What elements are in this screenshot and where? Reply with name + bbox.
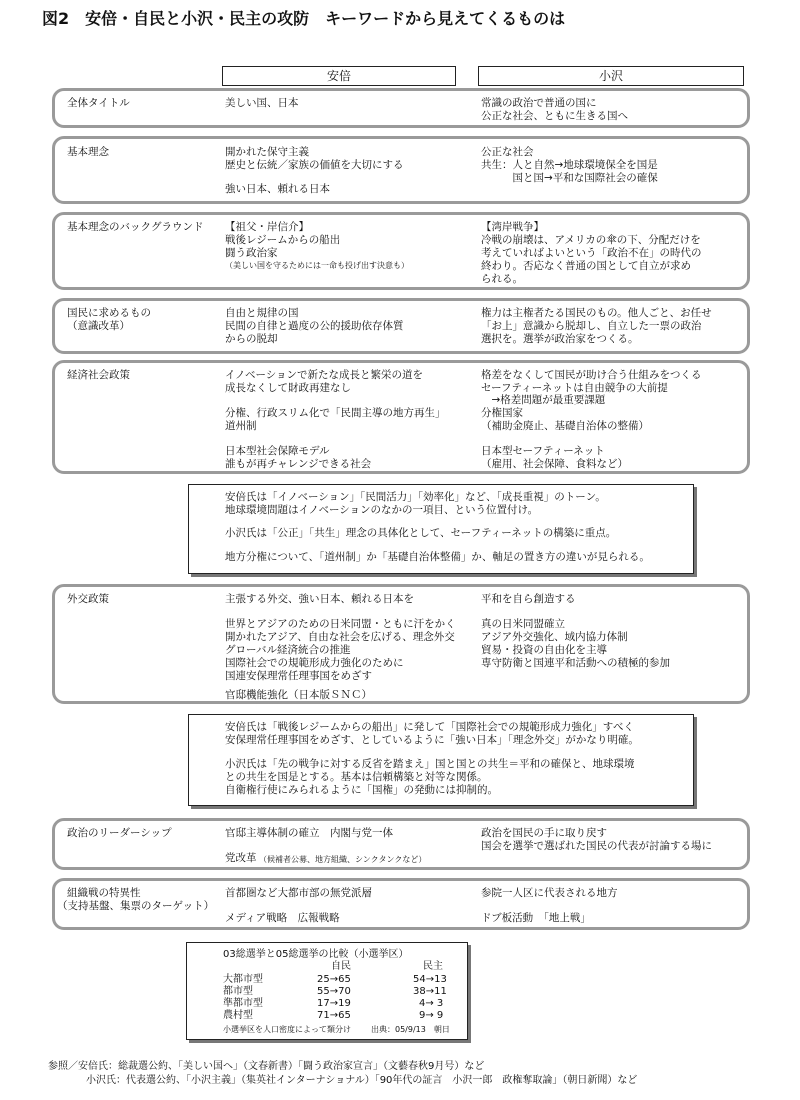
ozawa-line: ドブ板活動 「地上戦」 bbox=[481, 912, 591, 924]
commentary-box-economy bbox=[188, 484, 694, 574]
row-label-sub: （意識改革） bbox=[67, 320, 130, 332]
abe-line: 美しい国、日本 bbox=[225, 97, 299, 109]
abe-line: メディア戦略 広報戦略 bbox=[225, 912, 340, 924]
row-label: 組織戦の特異性 bbox=[67, 887, 141, 899]
ozawa-line: 専守防衛と国連平和活動への積極的参加 bbox=[481, 657, 670, 669]
ozawa-line: 冷戦の崩壊は、アメリカの傘の下、分配だけを bbox=[481, 234, 701, 246]
abe-line: グローバル経済統合の推進 bbox=[225, 644, 351, 656]
table-row-type: 大都市型 bbox=[223, 974, 263, 985]
ozawa-line: られる。 bbox=[481, 273, 523, 285]
ozawa-line: （雇用、社会保障、食料など） bbox=[481, 458, 628, 470]
abe-line: 歴史と伝統／家族の価値を大切にする bbox=[225, 159, 404, 171]
ozawa-line: 分権国家 bbox=[481, 407, 523, 419]
table-row-type: 農村型 bbox=[223, 1010, 253, 1021]
abe-line: 日本型社会保障モデル bbox=[225, 445, 330, 457]
row-organization bbox=[52, 878, 750, 930]
table-row-type: 準都市型 bbox=[223, 998, 263, 1009]
row-label: 外交政策 bbox=[67, 593, 109, 605]
abe-line: 国際社会での規範形成力強化のために bbox=[225, 657, 404, 669]
row-demand bbox=[52, 298, 750, 354]
table-cell-dpj: 38→11 bbox=[413, 986, 447, 997]
row-label: 基本理念のバックグラウンド bbox=[67, 221, 204, 233]
ozawa-line: 政治を国民の手に取り戻す bbox=[481, 827, 607, 839]
ozawa-line: 「お上」意識から脱却し、自立した一票の政治 bbox=[481, 320, 702, 332]
ozawa-line: 終わり。否応なく普通の国として自立が求め bbox=[481, 260, 691, 272]
row-label: 政治のリーダーシップ bbox=[67, 827, 172, 839]
table-title: 03総選挙と05総選挙の比較（小選挙区） bbox=[223, 949, 409, 960]
abe-line: 誰もが再チャレンジできる社会 bbox=[225, 458, 372, 470]
ozawa-line: 貿易・投資の自由化を主導 bbox=[481, 644, 607, 656]
table-source: 出典：05/9/13 朝日 bbox=[371, 1025, 450, 1034]
ozawa-line: 格差をなくして国民が助け合う仕組みをつくる bbox=[481, 369, 702, 381]
abe-line: 国連安保理常任理事国をめざす bbox=[225, 670, 372, 682]
abe-line: 自由と規律の国 bbox=[225, 307, 299, 319]
ozawa-line: （補助金廃止、基礎自治体の整備） bbox=[481, 420, 649, 432]
abe-line: 闘う政治家 bbox=[225, 247, 278, 259]
ozawa-line: 公正な社会、ともに生きる国へ bbox=[481, 110, 628, 122]
ozawa-line: 選択を。選挙が政治家をつくる。 bbox=[481, 333, 639, 345]
table-cell-ldp: 71→65 bbox=[317, 1010, 351, 1021]
ozawa-line: セーフティーネットは自由競争の大前提 bbox=[481, 382, 668, 394]
note-line: 安保理常任理事国をめざす、としているように「強い日本」「理念外交」がかなり明確。 bbox=[225, 734, 639, 746]
abe-line: 道州制 bbox=[225, 420, 257, 432]
column-header-ozawa: 小沢 bbox=[478, 66, 744, 86]
ozawa-line: 公正な社会 bbox=[481, 146, 534, 158]
ozawa-line: 国会を選挙で選ばれた国民の代表が討論する場に bbox=[481, 840, 712, 852]
note-line: 地球環境問題はイノベーションのなかの一項目、という位置付け。 bbox=[225, 504, 539, 516]
election-comparison-box bbox=[186, 942, 468, 1040]
row-foreign-policy bbox=[52, 584, 750, 704]
commentary-box-foreign bbox=[188, 714, 694, 806]
table-cell-dpj: 54→13 bbox=[413, 974, 447, 985]
references-ozawa: 小沢氏：代表選公約、「小沢主義」（集英社インターナショナル）「90年代の証言 小沢一郎 政権奪取論」（朝日新聞）など bbox=[86, 1075, 638, 1086]
row-label: 国民に求めるもの bbox=[67, 307, 151, 319]
abe-line: 【祖父・岸信介】 bbox=[225, 221, 309, 233]
table-header-ldp: 自民 bbox=[331, 961, 351, 972]
ozawa-line: 国と国→平和な国際社会の確保 bbox=[481, 172, 658, 184]
abe-line: 官邸主導体制の確立 内閣与党一体 bbox=[225, 827, 393, 839]
ozawa-line: 日本型セーフティーネット bbox=[481, 445, 605, 457]
row-label: 経済社会政策 bbox=[67, 369, 130, 381]
table-cell-dpj: 9→ 9 bbox=[419, 1010, 444, 1021]
note-line: 小沢氏は「先の戦争に対する反省を踏まえ」国と国との共生＝平和の確保と、地球環境 bbox=[225, 758, 635, 770]
column-header-abe: 安倍 bbox=[222, 66, 456, 86]
row-label: 全体タイトル bbox=[67, 97, 130, 109]
note-line: との共生を国是とする。基本は信頼構築と対等な関係。 bbox=[225, 771, 488, 783]
note-line: 地方分権について、「道州制」か「基礎自治体整備」か、軸足の置き方の違いが見られる。 bbox=[225, 551, 650, 563]
abe-line: 主張する外交、強い日本、頼れる日本を bbox=[225, 593, 414, 605]
row-background bbox=[52, 212, 750, 290]
table-row-type: 都市型 bbox=[223, 986, 253, 997]
abe-line: 戦後レジームからの船出 bbox=[225, 234, 341, 246]
table-cell-dpj: 4→ 3 bbox=[419, 998, 444, 1009]
abe-note-small: （候補者公募、地方組織、シンクタンクなど） bbox=[259, 855, 427, 864]
abe-line: 民間の自律と過度の公的援助依存体質 bbox=[225, 320, 404, 332]
abe-line: 分権、行政スリム化で「民間主導の地方再生」 bbox=[225, 407, 446, 419]
ozawa-line: 【湾岸戦争】 bbox=[481, 221, 544, 233]
ozawa-line: 考えていればよいという「政治不在」の時代の bbox=[481, 247, 702, 259]
references-abe: 参照／安倍氏：総裁選公約、「美しい国へ」（文春新書）「闘う政治家宣言」（文藝春秋9月号）など bbox=[48, 1061, 485, 1072]
abe-line: からの脱却 bbox=[225, 333, 278, 345]
table-header-dpj: 民主 bbox=[423, 961, 443, 972]
abe-line: イノベーションで新たな成長と繁栄の道を bbox=[225, 369, 424, 381]
ozawa-line: 共生：人と自然→地球環境保全を国是 bbox=[481, 159, 658, 171]
abe-line: 官邸機能強化（日本版ＳＮＣ） bbox=[225, 689, 372, 701]
row-basic-principle bbox=[52, 136, 750, 204]
abe-line: 世界とアジアのための日米同盟・ともに汗をかく bbox=[225, 618, 456, 630]
ozawa-line: →格差問題が最重要課題 bbox=[481, 394, 606, 406]
table-cell-ldp: 55→70 bbox=[317, 986, 351, 997]
ozawa-line: 平和を自ら創造する bbox=[481, 593, 576, 605]
table-cell-ldp: 25→65 bbox=[317, 974, 351, 985]
table-footnote: 小選挙区を人口密度によって類分け bbox=[223, 1025, 351, 1034]
note-line: 小沢氏は「公正」「共生」理念の具体化として、セーフティーネットの構築に重点。 bbox=[225, 527, 617, 539]
abe-note-small: （美しい国を守るためには一命も投げ出す決意も） bbox=[225, 261, 409, 270]
abe-line: 党改革 bbox=[225, 852, 257, 864]
abe-line: 開かれた保守主義 bbox=[225, 146, 309, 158]
ozawa-line: 参院一人区に代表される地方 bbox=[481, 887, 618, 899]
ozawa-line: 権力は主権者たる国民のもの。他人ごと、お任せ bbox=[481, 307, 712, 319]
row-label: 基本理念 bbox=[67, 146, 109, 158]
ozawa-line: 真の日米同盟確立 bbox=[481, 618, 565, 630]
row-leadership bbox=[52, 818, 750, 870]
abe-line: 首都圏など大都市部の無党派層 bbox=[225, 887, 372, 899]
ozawa-line: アジア外交強化、域内協力体制 bbox=[481, 631, 628, 643]
ozawa-line: 常識の政治で普通の国に bbox=[481, 97, 597, 109]
row-economy bbox=[52, 360, 750, 474]
page-title: 図2 安倍・自民と小沢・民主の攻防 キーワードから見えてくるものは bbox=[42, 9, 566, 28]
abe-line: 強い日本、頼れる日本 bbox=[225, 183, 330, 195]
row-overall-title bbox=[52, 88, 750, 128]
abe-line: 開かれたアジア、自由な社会を広げる、理念外交 bbox=[225, 631, 455, 643]
table-cell-ldp: 17→19 bbox=[317, 998, 351, 1009]
note-line: 安倍氏は「戦後レジームからの船出」に発して「国際社会での規範形成力強化」すべく bbox=[225, 721, 635, 733]
abe-line: 成長なくして財政再建なし bbox=[225, 382, 351, 394]
row-label-sub: （支持基盤、集票のターゲット） bbox=[57, 900, 215, 912]
note-line: 自衛権行使にみられるように「国権」の発動には抑制的。 bbox=[225, 784, 498, 796]
note-line: 安倍氏は「イノベーション」「民間活力」「効率化」など、「成長重視」のトーン。 bbox=[225, 491, 606, 503]
